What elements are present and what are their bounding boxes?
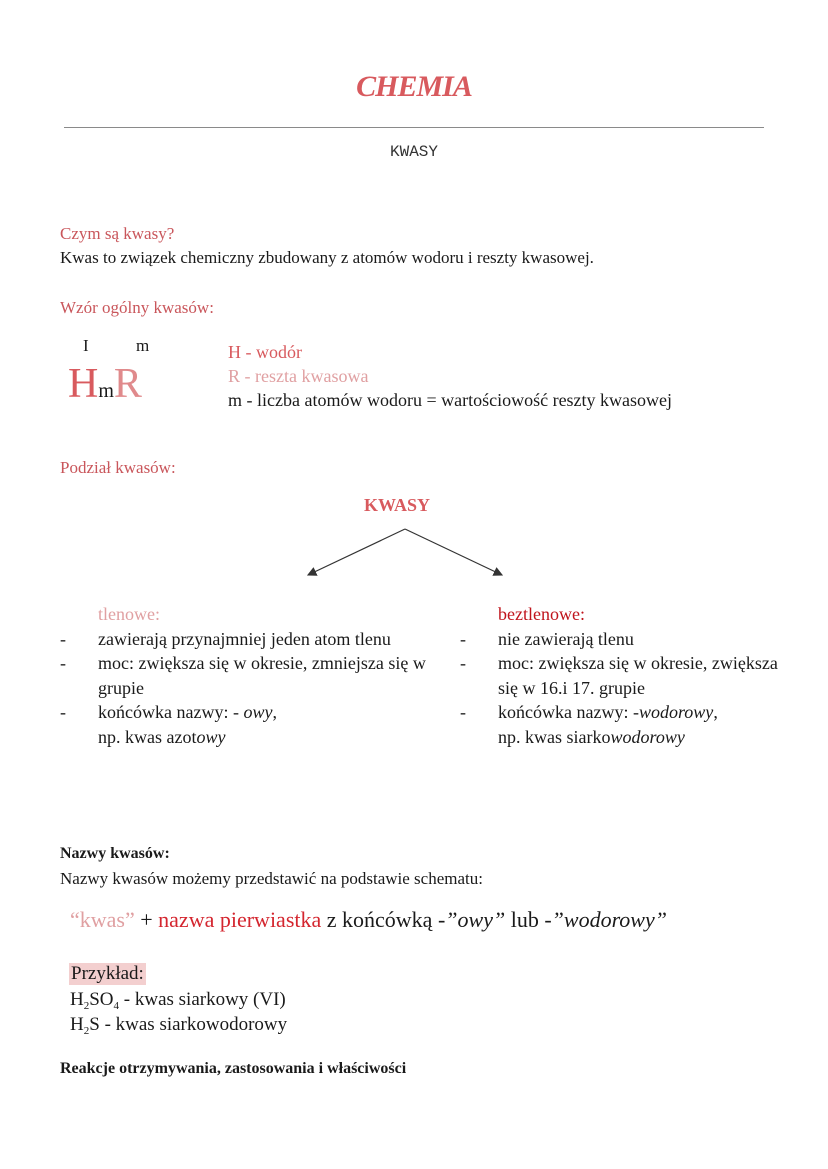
ex-text: S <box>89 1014 100 1035</box>
scheme-plus: + <box>134 907 159 932</box>
ex-text: H <box>70 1014 84 1035</box>
formula-h: H <box>68 361 99 407</box>
item-italic: owy <box>196 726 226 747</box>
nazwy-text: Nazwy kwasów możemy przedstawić na podstawie schematu: <box>60 869 483 888</box>
heading-czym-sa-kwasy: Czym są kwasy? <box>60 224 175 243</box>
list-item: - końcówka nazwy: -wodorowy, np. kwas siarkowodorowy <box>460 702 718 747</box>
ex-text: - kwas siarkowy (VI) <box>119 989 286 1010</box>
scheme-element: nazwa pierwiastka <box>158 907 322 932</box>
item-text: zawierają przynajmniej jeden atom tlenu <box>98 628 391 649</box>
list-item: - końcówka nazwy: - owy, np. kwas azotowy <box>60 702 277 747</box>
item-text: końcówka nazwy: <box>498 702 633 722</box>
scheme-kwas: “kwas” <box>70 907 135 932</box>
item-italic: - owy <box>232 702 273 722</box>
item-italic: wodorowy <box>610 726 685 747</box>
item-text: , <box>713 702 718 722</box>
formula-r: R <box>113 361 142 407</box>
ex-text: H <box>70 989 84 1010</box>
definition-text: Kwas to związek chemiczny zbudowany z atomów wodoru i reszty kwasowej. <box>60 248 594 267</box>
scheme-text: z końcówką <box>321 907 438 932</box>
example-h2s <box>70 1014 287 1037</box>
ex-sub: 2 <box>83 1000 90 1012</box>
ex-sub: 4 <box>113 1000 120 1012</box>
arrow-right <box>405 529 502 575</box>
legend-h: H - wodór <box>228 342 302 362</box>
list-tlenowe <box>60 602 440 749</box>
heading-wzor-ogolny: Wzór ogólny kwasów: <box>60 298 214 317</box>
item-text: moc: zwiększa się w okresie, zmniejsza się w grupie <box>98 653 426 698</box>
list-beztlenowe <box>460 602 780 749</box>
ex-text: SO <box>89 989 114 1010</box>
example-label: Przykład: <box>71 963 144 984</box>
valence-r: m <box>136 336 150 355</box>
list-item: - moc: zwiększa się w okresie, zmniejsza się w grupie <box>60 653 426 698</box>
list-item: - zawierają przynajmniej jeden atom tlenu <box>60 628 391 649</box>
naming-scheme <box>70 907 667 933</box>
item-text: nie zawierają tlenu <box>498 628 634 649</box>
general-formula <box>68 360 142 408</box>
heading-reakcje: Reakcje otrzymywania, zastosowania i właściwości <box>60 1060 407 1077</box>
heading-podzial: Podział kwasów: <box>60 458 176 477</box>
example-h2so4 <box>70 989 286 1012</box>
valence-h: I <box>83 336 89 355</box>
page-title: CHEMIA <box>356 70 472 103</box>
item-text: , <box>272 702 277 722</box>
scheme-wodorowy: -”wodorowy” <box>544 907 667 932</box>
formula-index: m <box>98 380 114 402</box>
list-item: - nie zawierają tlenu <box>460 628 634 649</box>
item-text: moc: zwiększa się w okresie, zwiększa się w 16.i 17. grupie <box>498 653 778 698</box>
item-text: np. kwas azot <box>98 726 197 747</box>
item-italic: -wodorowy <box>632 702 714 722</box>
page-subtitle: KWASY <box>389 143 438 161</box>
legend-m: m - liczba atomów wodoru = wartościowość reszty kwasowej <box>228 390 673 410</box>
ex-text: - kwas siarkowodorowy <box>99 1014 288 1035</box>
ex-sub: 2 <box>83 1025 90 1037</box>
list-item: - moc: zwiększa się w okresie, zwiększa się w 16.i 17. grupie <box>460 653 778 698</box>
scheme-text: lub <box>505 907 545 932</box>
beztlenowe-title: beztlenowe: <box>498 604 585 624</box>
heading-nazwy-kwasow: Nazwy kwasów: <box>60 845 170 862</box>
divider <box>64 127 764 128</box>
arrow-left <box>308 529 405 575</box>
diagram-root: KWASY <box>364 495 431 515</box>
diagram-arrows <box>300 525 510 580</box>
item-text: np. kwas siarko <box>498 726 611 747</box>
scheme-owy: -”owy” <box>437 907 506 932</box>
tlenowe-title: tlenowe: <box>98 604 160 624</box>
legend-r: R - reszta kwasowa <box>228 366 369 386</box>
item-text: końcówka nazwy: <box>98 702 233 722</box>
